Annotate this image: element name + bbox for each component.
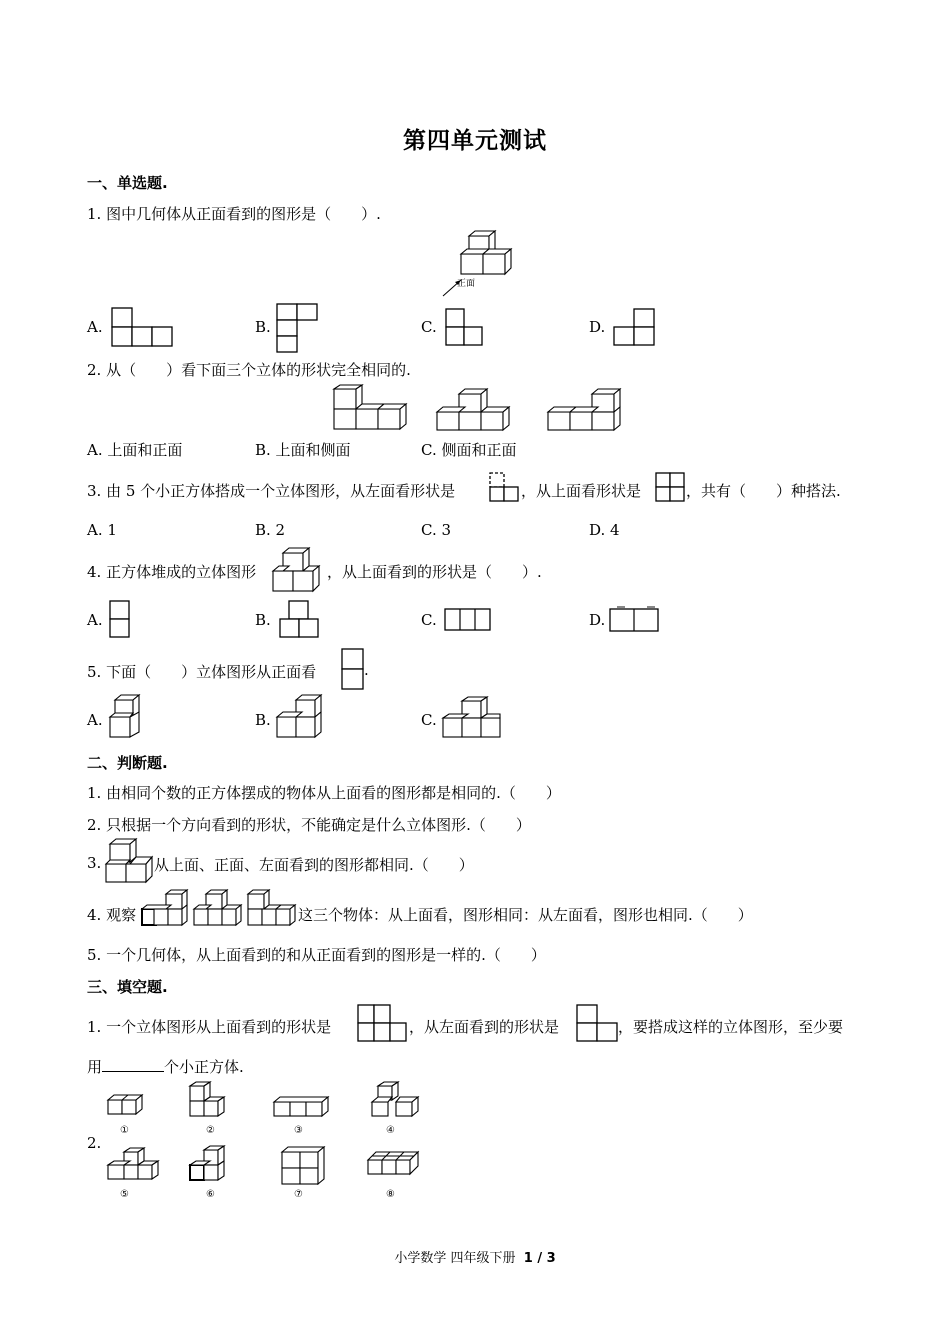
fill-q2-label-8: ⑧ (386, 1189, 395, 1200)
q1-option-c-shape (445, 308, 483, 346)
tf-question-4-part-b: 这三个物体：从上面看，图形相同：从左面看，图形也相同.（ ） (298, 906, 753, 924)
question-1-3-part-c: ，共有（ ）种搭法. (686, 482, 841, 500)
q1-option-c[interactable]: C. (421, 318, 437, 336)
fill-q2-label-2: ② (206, 1125, 215, 1136)
q2-solids (330, 384, 620, 434)
fill-q1-left-view-shape (576, 1004, 620, 1044)
fill-q2-label-6: ⑥ (206, 1189, 215, 1200)
q1-option-a-shape (111, 307, 173, 347)
fill-q2-label-7: ⑦ (294, 1189, 303, 1200)
fill-q1-suffix: 个小正方体. (164, 1058, 244, 1076)
q4-option-a[interactable]: A. (87, 611, 103, 629)
q4-option-b[interactable]: B. (255, 611, 271, 629)
q3-option-a[interactable]: A. 1 (87, 521, 117, 539)
question-1-2: 2. 从（ ）看下面三个立体的形状完全相同的. (87, 361, 411, 379)
q1-option-d-shape (613, 308, 655, 346)
fill-q1-answer-blank[interactable] (102, 1057, 164, 1072)
q5-option-b-solid (275, 692, 323, 740)
tf-q3-solid-figure (104, 836, 156, 886)
q1-option-d[interactable]: D. (589, 318, 606, 336)
tf-question-3-number: 3. (87, 854, 102, 872)
question-1-4-part-a: 4. 正方体堆成的立体图形 (87, 563, 257, 581)
q3-option-c[interactable]: C. 3 (421, 521, 452, 539)
question-1-5-part-a: 5. 下面（ ）立体图形从正面看 (87, 663, 317, 681)
page-title: 第四单元测试 (403, 128, 547, 154)
section-heading-fill-blank: 三、填空题. (87, 978, 168, 996)
q5-option-a-solid (109, 692, 143, 740)
q3-top-view-shape (655, 472, 687, 502)
q2-option-b[interactable]: B. 上面和侧面 (255, 441, 351, 459)
section-heading-single-choice: 一、单选题. (87, 174, 168, 192)
question-1-3-part-b: ，从上面看形状是 (521, 482, 642, 500)
fill-q1-top-view-shape (357, 1004, 409, 1044)
fill-question-1-part-b: ，从左面看到的形状是 (409, 1018, 560, 1036)
fill-question-1-part-a: 1. 一个立体图形从上面看到的形状是 (87, 1018, 332, 1036)
fill-question-1-line-2 (87, 1056, 244, 1077)
tf-question-4-part-a: 4. 观察 (87, 906, 137, 924)
q5-option-c-solid (442, 696, 502, 740)
q4-option-c-shape (444, 608, 492, 632)
footer-page-number: 1 / 3 (523, 1251, 556, 1266)
q4-solid-figure (271, 545, 327, 595)
fill-q2-label-1: ① (120, 1125, 129, 1136)
tf-question-1: 1. 由相同个数的正方体摆成的物体从上面看的图形都是相同的.（ ） (87, 784, 561, 802)
q4-option-c[interactable]: C. (421, 611, 437, 629)
q1-solid-figure (435, 228, 525, 300)
q3-left-view-shape (489, 472, 521, 502)
fill-question-1-part-c: ，要搭成这样的立体图形，至少要 (618, 1018, 844, 1036)
q5-option-a[interactable]: A. (87, 711, 103, 729)
tf-question-3-text: 从上面、正面、左面看到的图形都相同.（ ） (154, 856, 474, 874)
tf-question-5: 5. 一个几何体，从上面看到的和从正面看到的图形是一样的.（ ） (87, 946, 546, 964)
q2-option-a[interactable]: A. 上面和正面 (87, 441, 183, 459)
footer-course: 小学数学 四年级下册 (394, 1251, 516, 1266)
fill-q2-label-4: ④ (386, 1125, 395, 1136)
q5-front-view-shape (341, 648, 365, 690)
fill-q2-label-3: ③ (294, 1125, 303, 1136)
q4-option-b-shape (279, 600, 319, 638)
q3-option-d[interactable]: D. 4 (589, 521, 620, 539)
question-1-1: 1. 图中几何体从正面看到的图形是（ ）. (87, 205, 381, 223)
fill-question-2-number: 2. (87, 1134, 102, 1152)
q4-option-d-shape (609, 605, 661, 633)
q4-option-d[interactable]: D. (589, 611, 606, 629)
q1-option-a[interactable]: A. (87, 318, 103, 336)
q4-option-a-shape (109, 600, 131, 638)
tf-question-2: 2. 只根据一个方向看到的形状，不能确定是什么立体图形.（ ） (87, 816, 531, 834)
q1-option-b-shape (276, 303, 320, 353)
question-1-4-part-b: ，从上面看到的形状是（ ）. (327, 563, 542, 581)
section-heading-true-false: 二、判断题. (87, 754, 168, 772)
fill-q1-prefix: 用 (87, 1058, 103, 1076)
question-1-3-part-a: 3. 由 5 个小正方体搭成一个立体图形，从左面看形状是 (87, 482, 456, 500)
q1-option-b[interactable]: B. (255, 318, 271, 336)
q5-option-c[interactable]: C. (421, 711, 437, 729)
tf-q4-three-solids (140, 888, 300, 930)
q5-option-b[interactable]: B. (255, 711, 271, 729)
page-footer (0, 1247, 950, 1266)
question-1-5-part-b: . (364, 661, 369, 679)
front-label: 正面 (457, 279, 476, 289)
q2-option-c[interactable]: C. 侧面和正面 (421, 441, 517, 459)
q3-option-b[interactable]: B. 2 (255, 521, 286, 539)
fill-q2-label-5: ⑤ (120, 1189, 129, 1200)
